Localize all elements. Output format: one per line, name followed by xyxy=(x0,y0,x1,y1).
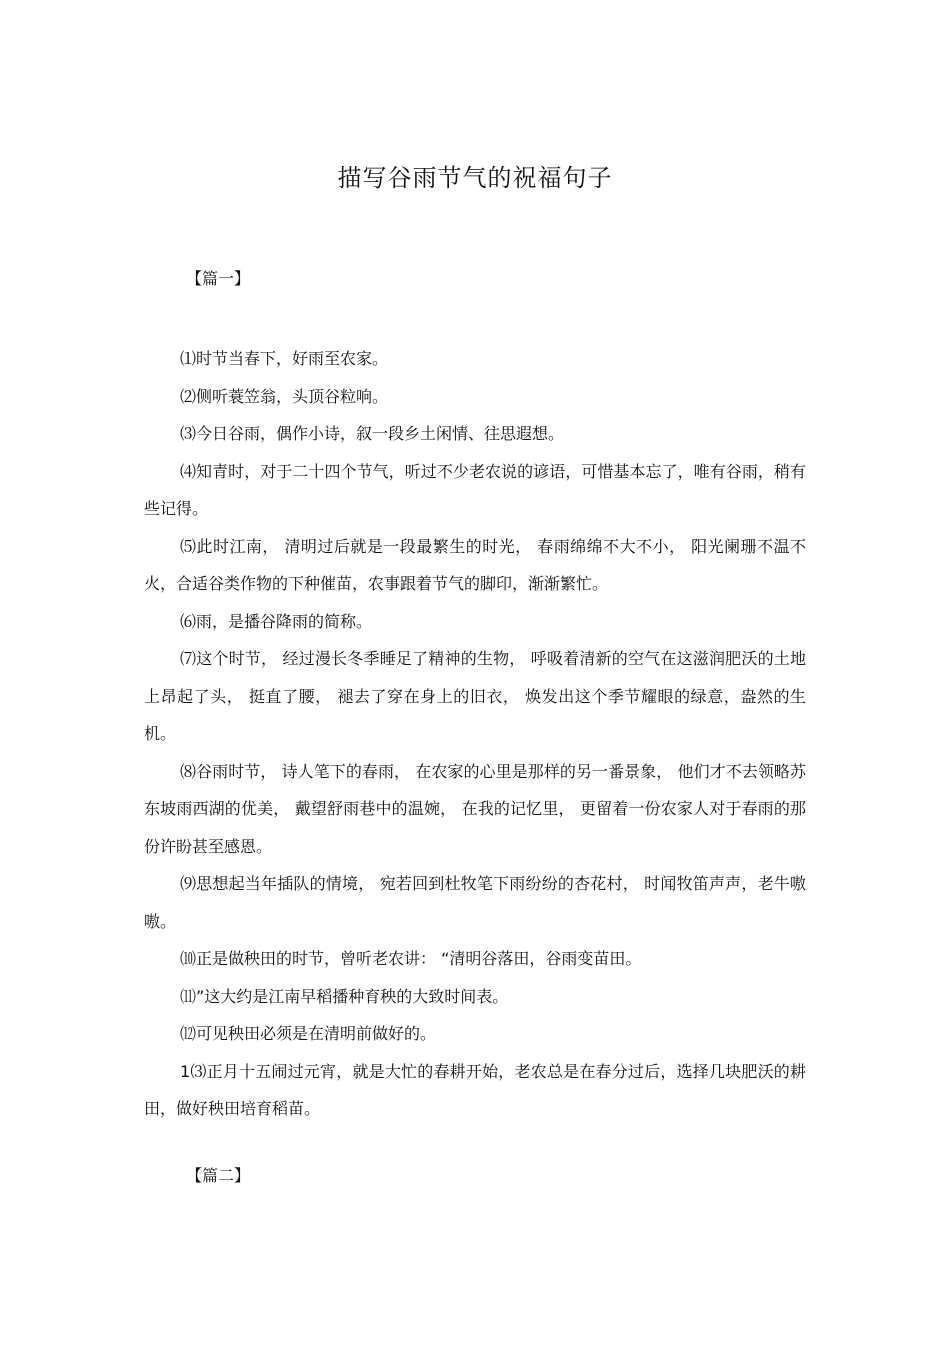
paragraph: ⑺这个时节， 经过漫长冬季睡足了精神的生物， 呼吸着清新的空气在这滋润肥沃的土地上昂起了头， 挺直了腰， 褪去了穿在身上的旧衣， 焕发出这个季节耀眼的绿意，盎然的生机。 xyxy=(144,649,806,743)
section-heading-2: 【篇二】 xyxy=(186,1166,251,1185)
paragraph: ⑿可见秧田必须是在清明前做好的。 xyxy=(180,1024,437,1043)
section-heading-1: 【篇一】 xyxy=(186,269,251,288)
paragraph: ⑵侧听蓑笠翁，头顶谷粒响。 xyxy=(180,386,389,406)
paragraph: ⑹雨，是播谷降雨的简称。 xyxy=(180,611,373,631)
paragraph: ⑼思想起当年插队的情境， 宛若回到杜牧笔下雨纷纷的杏花村， 时闻牧笛声声，老牛嗷嗷。 xyxy=(144,874,806,931)
paragraph: ⑷知青时，对于二十四个节气，听过不少老农说的谚语，可惜基本忘了，唯有谷雨，稍有些记得。 xyxy=(144,461,806,518)
section-1-body xyxy=(144,340,806,1128)
paragraph: ⑴时节当春下，好雨至农家。 xyxy=(180,349,389,368)
document-title: 描写谷雨节气的祝福句子 xyxy=(337,164,613,192)
paragraph: 1⑶正月十五闹过元宵，就是大忙的春耕开始，老农总是在春分过后，选择几块肥沃的耕田，做好秧田培育稻苗。 xyxy=(144,1061,806,1118)
paragraph: ⑽正是做秧田的时节，曾听老农讲： “清明谷落田，谷雨变苗田。 xyxy=(180,949,642,968)
paragraph: ⑾”这大约是江南早稻播种育秧的大致时间表。 xyxy=(180,986,509,1006)
paragraph: ⑶今日谷雨，偶作小诗，叙一段乡土闲情、往思遐想。 xyxy=(180,424,565,443)
paragraph: ⑸此时江南， 清明过后就是一段最繁生的时光， 春雨绵绵不大不小， 阳光阑珊不温不火，合适谷类作物的下种催苗，农事跟着节气的脚印，渐渐繁忙。 xyxy=(144,536,806,593)
paragraph: ⑻谷雨时节， 诗人笔下的春雨， 在农家的心里是那样的另一番景象， 他们才不去领略苏东坡雨西湖的优美， 戴望舒雨巷中的温婉， 在我的记忆里， 更留着一份农家人对于春雨的那份许盼甚至感恩。 xyxy=(144,761,806,856)
